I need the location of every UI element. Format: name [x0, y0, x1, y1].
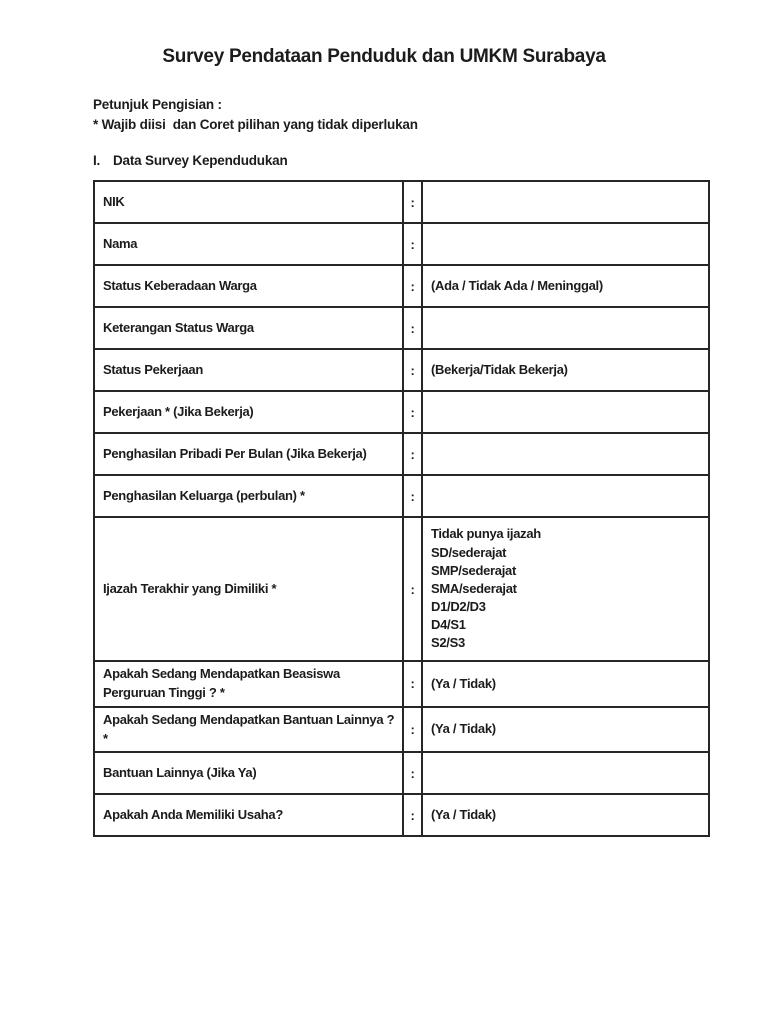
row-label: Status Pekerjaan [94, 349, 403, 391]
row-label: Apakah Anda Memiliki Usaha? [94, 794, 403, 836]
table-row [94, 223, 709, 265]
row-value: (Ada / Tidak Ada / Meninggal) [422, 265, 709, 307]
row-value [422, 391, 709, 433]
row-separator: : [403, 223, 422, 265]
table-row [94, 707, 709, 753]
row-label: Apakah Sedang Mendapatkan Bantuan Lainnya ? * [94, 707, 403, 753]
row-separator: : [403, 181, 422, 223]
row-label: Status Keberadaan Warga [94, 265, 403, 307]
row-separator: : [403, 307, 422, 349]
instructions-heading: Petunjuk Pengisian : [93, 97, 222, 112]
section-heading [93, 152, 677, 170]
option-line: D1/D2/D3 [431, 599, 486, 615]
row-separator: : [403, 391, 422, 433]
table-row [94, 661, 709, 707]
row-separator: : [403, 794, 422, 836]
row-separator: : [403, 752, 422, 794]
table-row [94, 307, 709, 349]
row-separator: : [403, 349, 422, 391]
table-row [94, 752, 709, 794]
row-label: Keterangan Status Warga [94, 307, 403, 349]
table-row [94, 433, 709, 475]
table-row [94, 475, 709, 517]
row-label: NIK [94, 181, 403, 223]
table-row [94, 517, 709, 661]
document-body [93, 95, 677, 837]
instructions-block [93, 95, 677, 135]
row-separator: : [403, 433, 422, 475]
survey-table [93, 180, 710, 837]
row-separator: : [403, 265, 422, 307]
option-line: Tidak punya ijazah [431, 526, 541, 542]
option-line: SMP/sederajat [431, 562, 516, 578]
row-label: Penghasilan Pribadi Per Bulan (Jika Bekerja) [94, 433, 403, 475]
row-value: (Ya / Tidak) [422, 794, 709, 836]
row-label: Bantuan Lainnya (Jika Ya) [94, 752, 403, 794]
table-row [94, 349, 709, 391]
row-separator: : [403, 475, 422, 517]
row-value: (Ya / Tidak) [422, 661, 709, 707]
row-label: Penghasilan Keluarga (perbulan) * [94, 475, 403, 517]
row-label: Nama [94, 223, 403, 265]
row-separator: : [403, 661, 422, 707]
instructions-note: * Wajib diisi dan Coret pilihan yang tidak diperlukan [93, 117, 418, 132]
row-value [422, 475, 709, 517]
row-value [422, 181, 709, 223]
row-separator: : [403, 517, 422, 661]
table-row [94, 391, 709, 433]
row-label: Pekerjaan * (Jika Bekerja) [94, 391, 403, 433]
option-line: SD/sederajat [431, 544, 507, 560]
row-value: (Bekerja/Tidak Bekerja) [422, 349, 709, 391]
row-separator: : [403, 707, 422, 753]
option-line: SMA/sederajat [431, 580, 517, 596]
section-number: I. [93, 153, 101, 168]
survey-table-body [94, 181, 709, 836]
option-line: S2/S3 [431, 635, 465, 651]
table-row [94, 181, 709, 223]
table-row [94, 794, 709, 836]
page-title: Survey Pendataan Penduduk dan UMKM Surabaya [162, 46, 606, 67]
option-line: D4/S1 [431, 617, 466, 633]
table-row [94, 265, 709, 307]
row-value [422, 517, 709, 661]
row-value [422, 433, 709, 475]
row-label: Apakah Sedang Mendapatkan Beasiswa Perguruan Tinggi ? * [94, 661, 403, 707]
row-value [422, 307, 709, 349]
row-value: (Ya / Tidak) [422, 707, 709, 753]
row-value [422, 223, 709, 265]
row-label: Ijazah Terakhir yang Dimiliki * [94, 517, 403, 661]
section-title: Data Survey Kependudukan [113, 153, 288, 168]
row-value [422, 752, 709, 794]
